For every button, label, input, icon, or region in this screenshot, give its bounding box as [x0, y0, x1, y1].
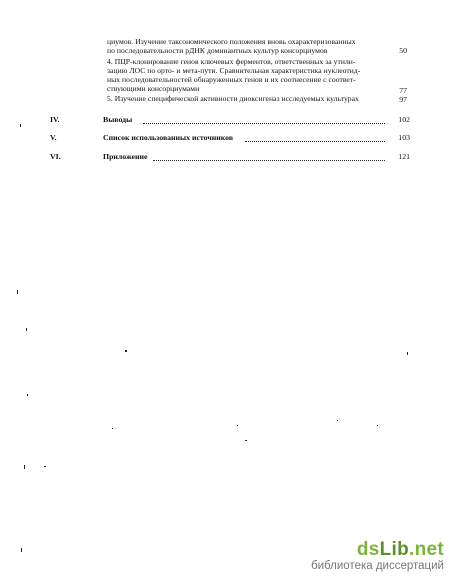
- dot-leader: [153, 159, 385, 161]
- watermark-net: .net: [409, 539, 444, 560]
- toc-line-6: ствующими консорциумами: [107, 84, 200, 93]
- toc-line-3: 4. ПЦР-клонирование генов ключевых ферментов, ответственных за утили-: [107, 57, 356, 66]
- section-page: 121: [398, 152, 410, 161]
- dot-leader: [143, 122, 385, 124]
- scan-speck: [27, 394, 28, 396]
- dot-leader: [245, 140, 385, 142]
- watermark-ds: ds: [356, 539, 380, 560]
- scan-speck: [337, 420, 338, 421]
- toc-line-5: ных последовательностей обнаруженных генов и их соотнесение с соответ-: [107, 75, 356, 84]
- section-number: IV.: [50, 115, 60, 124]
- watermark-lib: Lib: [379, 539, 410, 560]
- toc-entry: [103, 133, 387, 142]
- scan-speck: [20, 124, 21, 127]
- toc-page-50: 50: [399, 46, 407, 55]
- scan-speck: [125, 350, 127, 352]
- section-title: Приложение: [103, 152, 148, 161]
- scan-speck: [407, 352, 408, 355]
- section-page: 103: [398, 133, 410, 142]
- scan-speck: [44, 466, 46, 467]
- section-number: VI.: [50, 152, 61, 161]
- section-number: V.: [50, 133, 57, 142]
- scan-speck: [21, 548, 22, 552]
- section-page: 102: [398, 115, 410, 124]
- toc-line-4: зацию ЛОС по орто- и мета-пути. Сравнительная характеристика нуклеотид-: [107, 66, 361, 75]
- toc-line-2: по последовательности рДНК доминантных культур консорциумов: [107, 46, 328, 55]
- scan-speck: [26, 328, 27, 331]
- toc-entry: [103, 152, 387, 161]
- scan-speck: [17, 290, 18, 294]
- toc-line-1: циумов. Изучение таксономического положения вновь охарактеризованных: [107, 37, 356, 46]
- watermark: [311, 540, 444, 573]
- toc-entry: [103, 115, 387, 124]
- scan-speck: [245, 440, 247, 441]
- scan-speck: [24, 465, 25, 469]
- scan-speck: [112, 428, 113, 429]
- scan-speck: [237, 425, 238, 426]
- toc-page-97: 97: [399, 95, 407, 104]
- section-title: Список использованных источников: [103, 133, 234, 142]
- section-title: Выводы: [103, 115, 133, 124]
- toc-page-77: 77: [399, 86, 407, 95]
- watermark-logo: [311, 540, 444, 560]
- scan-speck: [377, 425, 378, 426]
- watermark-subtitle: библиотека диссертаций: [311, 560, 444, 572]
- toc-line-7: 5. Изучение специфической активности диоксигеназ исследуемых культурах: [107, 94, 359, 103]
